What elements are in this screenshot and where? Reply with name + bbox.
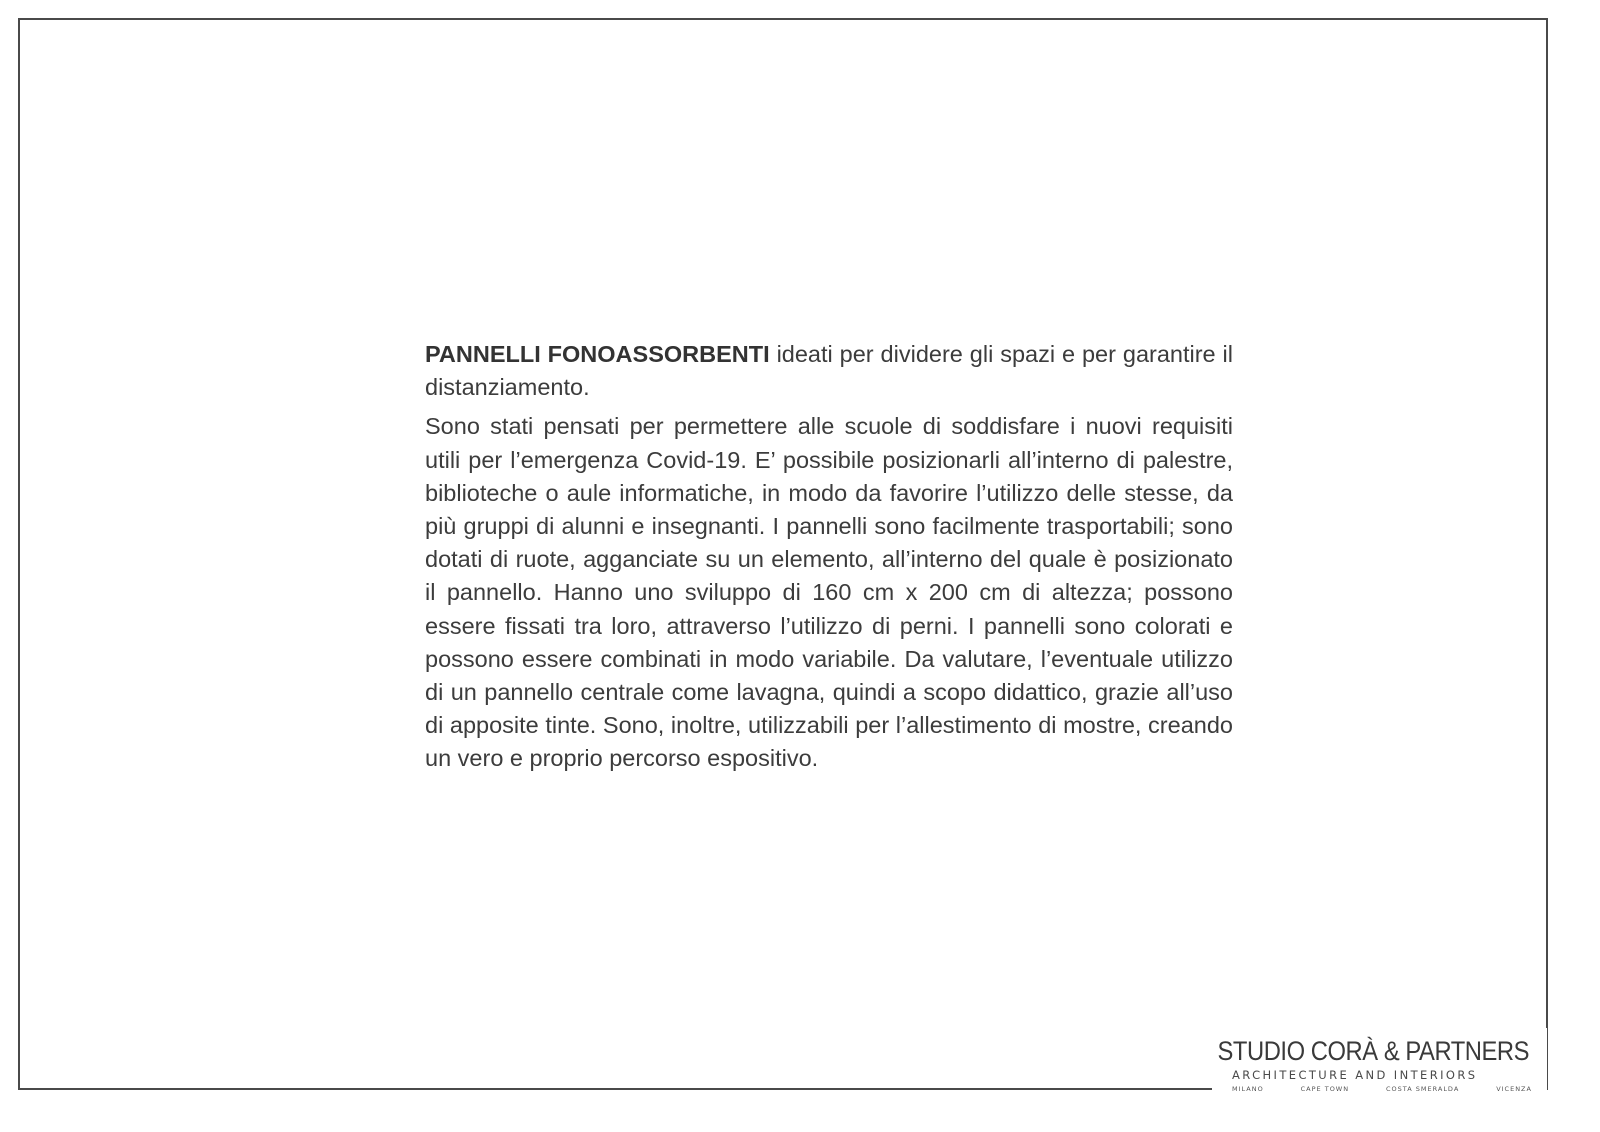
city-label: MILANO: [1232, 1085, 1264, 1093]
city-label: COSTA SMERALDA: [1386, 1085, 1460, 1093]
studio-logo: [1212, 1028, 1547, 1128]
studio-name: STUDIO CORÀ & PARTNERS: [1217, 1036, 1529, 1066]
city-label: CAPE TOWN: [1300, 1085, 1350, 1093]
city-label: VICENZA: [1496, 1085, 1532, 1093]
intro-paragraph: [425, 338, 1233, 404]
body-paragraph: Sono stati pensati per permettere alle scuole di soddisfare i nuovi requisiti utili per l’emergenza Covid-19. E’ possibile posizionarli all’interno di palestre, biblioteche o aule informatiche, in modo da favorire l’utilizzo delle stesse, da più gruppi di alunni e insegnanti. I pannelli sono facilmente trasportabili; sono dotati di ruote, agganciate su un elemento, all’interno del quale è posizionato il pannello. Hanno uno sviluppo di 160 cm x 200 cm di altezza; possono essere fissati tra loro, attraverso l’utilizzo di perni. I pannelli sono colorati e possono essere combinati in modo variabile. Da valutare, l’eventuale utilizzo di un pannello centrale come lavagna, quindi a scopo didattico, grazie all’uso di apposite tinte. Sono, inoltre, utilizzabili per l’allestimento di mostre, creando un vero e proprio percorso espositivo.: [425, 413, 1233, 772]
main-text-block: [425, 338, 1233, 776]
studio-tagline: ARCHITECTURE AND INTERIORS: [1232, 1068, 1478, 1082]
intro-heading: PANNELLI FONOASSORBENTI: [425, 341, 770, 367]
studio-cities: [1232, 1085, 1532, 1093]
intro-text: ideati per dividere gli spazi e per garantire il distanziamento.: [425, 341, 1233, 401]
